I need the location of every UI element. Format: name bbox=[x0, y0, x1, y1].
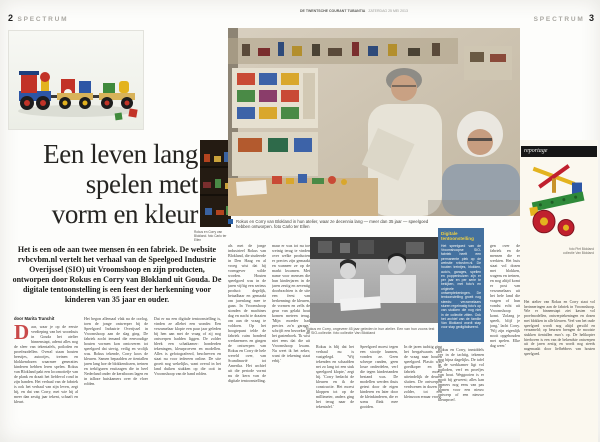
page-number-right: 3 bbox=[588, 13, 594, 23]
sidebar-caption-line-1: foto Piet Blokland bbox=[569, 247, 594, 251]
body-column-right-4 bbox=[360, 344, 398, 438]
headline-line-1: Een leven lang bbox=[43, 139, 198, 169]
page-number-left: 2 bbox=[8, 13, 14, 23]
photo-caption-main: Rokus en Corry van Blokland in hun atelier, waar ze decennia lang — meer dan 35 jaar — speelgoed hebben ontworpen. foto Carlo ter Ellen bbox=[236, 219, 429, 230]
toys-photo-dark bbox=[200, 140, 231, 227]
helicopter-photo bbox=[528, 160, 590, 242]
helicopter-toy-illustration bbox=[528, 160, 590, 242]
train-photo bbox=[8, 30, 144, 130]
body-column-right-1 bbox=[228, 243, 266, 439]
body-column-right-6 bbox=[438, 347, 484, 438]
body-text-right-5: In de jaren tachtig ging het bergafwaarts met de vraag naar houten speelgoed. Plastic was goedkoper en de fabriek moest uiteindelijk de deuren sluiten. De ontwerpen verdwenen in dozen op zolder, tot een kleinzoon ernaar vroeg. bbox=[404, 344, 442, 399]
sidebar-reportage-label: reportage bbox=[521, 146, 597, 157]
body-column-left-3 bbox=[154, 316, 221, 438]
article-headline bbox=[8, 139, 198, 229]
body-text-right-1: als met de jonge industrieel Rokus van Blokland, die studeerde in Den Haag en al vroeg wist dat hij vormgever wilde worden. Houten speelgoed was in de jaren vijftig een serieus product: degelijk, betaalbaar en gemaakt om jarenlang mee te gaan. In Vroomshoop stonden de machines dag en nacht te draaien om aan de vraag te voldoen. Op het hoogtepunt telde de fabriek ruim honderd werknemers en gingen de ontwerpen van Rokus en Corry de hele wereld over, van Scandinavië tot Amerika. Het archief uit die periode vormt nu de kern van de digitale tentoonstelling. bbox=[228, 243, 266, 383]
body-text-left-1: aar, waar je op de eerste verdieping van het woonhuis in Gouda het atelier binnenstapt, ademt alles nog de sfeer van tekentafels, potloden en proefmodellen. Overal staan houten beestjes, autootjes, treinen en blokkendozen waarmee generaties kinderen hebben leren spelen. Rokus van Blokland pakt een locomotiefje van de plank en draait het liefdevol rond in zijn handen. Het verhaal van de fabriek is ook het verhaal van zijn leven, zegt hij, en dat van Corry, met wie hij al meer dan zestig jaar tekent, schaaft en kleurt. bbox=[14, 324, 78, 404]
body-text-right-7: gen over de fabriek en de mensen die er werkten. Het huis staat vol dozen met blokken, wagens en treinen, en nog altijd komt er post van verzamelaars uit het hele land die vragen of hun vondst echt uit Vroomshoop komt. 'Zolang je speelt, blijf je jong,' lacht Corry. 'Wij zijn eigenlijk nooit opgehouden met spelen. Elke dag weer.' bbox=[490, 243, 520, 348]
masthead bbox=[300, 9, 408, 13]
section-label-left: SPECTRUM bbox=[17, 16, 69, 23]
infobox-digitale-tentoonstelling bbox=[438, 228, 484, 342]
headline-line-2: spelen met bbox=[85, 169, 198, 199]
body-column-right-7 bbox=[490, 243, 520, 439]
photo-caption-toys: Rokus en Corry van Blokland. foto Carlo ter Ellen bbox=[194, 230, 227, 243]
header-right bbox=[534, 8, 594, 26]
body-text-right-3: Rokus is blij dat het verhaal nu is vastgelegd. 'Wij tekenden en schaafden net zo lang tot een stuk speelgoed klopte,' zegt hij. 'Corry bedacht de kleuren en ik de constructie. Het moest kloppen tot op de millimeter, anders ging het terug naar de tekentafel.' bbox=[316, 344, 354, 409]
infobox-body: Het speelgoed van de Vroomshoopse SIO-fabriek heeft een permanente plek op de website rvbcvbm.nl. De houten treintjes, blokken, auto's, garages, spellen en poppenhuizen zijn er per jaar en per serie te bekijken, met foto's en originele ontwerptekeningen. De tentoonstelling groeit nog steeds: verzamelaars sturen regelmatig foto's op van stukken die nog niet in de collectie zitten. Ook het archief van de familie Van Blokland wordt stap voor stap gedigitaliseerd. bbox=[441, 243, 481, 330]
section-label-right: SPECTRUM bbox=[533, 16, 585, 23]
body-text-right-6: Rokus en Corry, inmiddels ver in de tachtig, tekenen nog bijna dagelijks. De tafel in de werkkamer ligt vol potloden, verf en proefjes van hout. Weggooien is er nooit bij geweest; alles kan immers nog eens van pas komen voor een nieuw ontwerp of een nieuwe kleurproef. bbox=[438, 347, 484, 402]
train-illustration bbox=[9, 31, 143, 129]
body-text-left-3: Dat er nu een digitale tentoonstelling is, vinden ze allebei een wonder. Een verzamelaar klopte een paar jaar geleden bij hen aan met de vraag of zij nog ontwerpen hadden liggen. De zolder bleek een schatkamer: honderden tekeningen, kleurproeven en modellen. Alles is gefotografeerd, beschreven en staat nu voor iedereen online. De site groeit nog wekelijks, want overal in het land duiken stukken op die ooit in Vroomshoop van de band rolden. bbox=[154, 316, 221, 376]
body-text-right-4: Speelgoed moest tegen een stootje kunnen, vonden ze. Geen scherpe randen, geen losse onderdelen, verf die tegen kindertanden bestand was. De modellen werden thuis getest door de eigen kinderen en later door de kleinkinderen, die er soms flink mee gooiden. bbox=[360, 344, 398, 409]
couple-photo bbox=[228, 28, 520, 216]
article-intro: Het is een ode aan twee mensen én een fabriek. De website rvbcvbm.nl vertelt het verhaal van de Speelgoed Industrie Overijssel (SIO) uit Vroomshoop en zijn producten, ontworpen door Rokus en Corry van Blokland uit Gouda. De digitale tentoonstelling is een feest der herkenning voor kinderen van 35 jaar en ouder. bbox=[12, 245, 222, 304]
sidebar-body-paragraph: Het atelier van Rokus en Corry staat vol herinneringen aan de fabriek in Vroomshoop. Wie er binnenstapt ziet kasten vol proefmodellen, ontwerptekeningen en dozen met blokken in alle kleuren. Veel van het oude speelgoed wordt nog altijd geruild en verzameld; op beurzen brengen de mooiste stukken tientallen euro's op. De helikopter hierboven is een van de bekendste ontwerpen uit de jaren zestig en wordt nog steeds nagemaakt door liefhebbers van houten speelgoed. bbox=[524, 300, 595, 356]
sidebar-body-text bbox=[524, 300, 595, 436]
headline-line-3: vorm en kleur bbox=[51, 199, 198, 229]
toys-shelf-illustration bbox=[200, 140, 231, 227]
masthead-title: DE TWENTSCHE COURANT TUBANTIA bbox=[300, 9, 366, 13]
body-column-right-3 bbox=[316, 344, 354, 438]
infobox-title: Digitale tentoonstelling bbox=[441, 231, 474, 242]
byline: door Marita Tranchit bbox=[14, 316, 55, 321]
drop-cap: D bbox=[14, 320, 30, 344]
photo-caption-bw: Rokus en Corry, ongeveer 45 jaar geleden in hun atelier. Een van hun zoons test de SIO-collectie. foto collectie Van Blokland bbox=[306, 327, 435, 336]
sidebar-caption-line-2: collectie Van Blokland bbox=[563, 251, 594, 256]
body-column-left-1 bbox=[14, 316, 78, 438]
body-text-right-2: maar er was tot nu toe weinig terug te vinden over welke producten er precies zijn gemaakt en wanneer ze op de markt kwamen. Met name voor mensen die hun kinderjaren in de jaren zestig en zeventig doorbrachten is de site een feest van herkenning: de kleuren, de vormen en zelfs de geur van gelakt hout komen meteen terug. 'Mijn moeder had precies zo'n garage,' schrijft een bezoeker in het gastenboek. 'Ik wist niet eens dat die uit Vroomshoop kwam. Nu weet ik het zeker, want de tekening staat erbij.' bbox=[272, 243, 310, 363]
body-column-right-2 bbox=[272, 243, 310, 439]
bw-atelier-illustration bbox=[310, 237, 438, 323]
body-column-right-5 bbox=[404, 344, 442, 438]
body-column-left-2 bbox=[84, 316, 148, 438]
header-left bbox=[8, 8, 68, 26]
body-text-left-2: Het begon allemaal vlak na de oorlog, toen de jonge ontwerper bij de Speelgoed Industrie Overijssel in Vroomshoop aan de slag ging. De fabriek zocht iemand die eenvoudige houten vormen kon omtoveren tot speelgoed dat stevig, veilig en vrolijk was. Rokus tekende, Corry koos de kleuren. Samen bepaalden ze tientallen jaren lang hoe de blokkendozen, treinen en trekfiguren eruitzagen die in heel Nederland onder de kerstboom lagen en in talloze huiskamers over de vloer rolden. bbox=[84, 316, 148, 386]
couple-atelier-illustration bbox=[228, 28, 520, 216]
masthead-date: ZATERDAG 25 MEI 2013 bbox=[368, 9, 408, 13]
bw-archive-photo bbox=[310, 237, 438, 323]
photo-caption-marker bbox=[228, 219, 233, 224]
sidebar-photo-caption bbox=[528, 247, 594, 255]
